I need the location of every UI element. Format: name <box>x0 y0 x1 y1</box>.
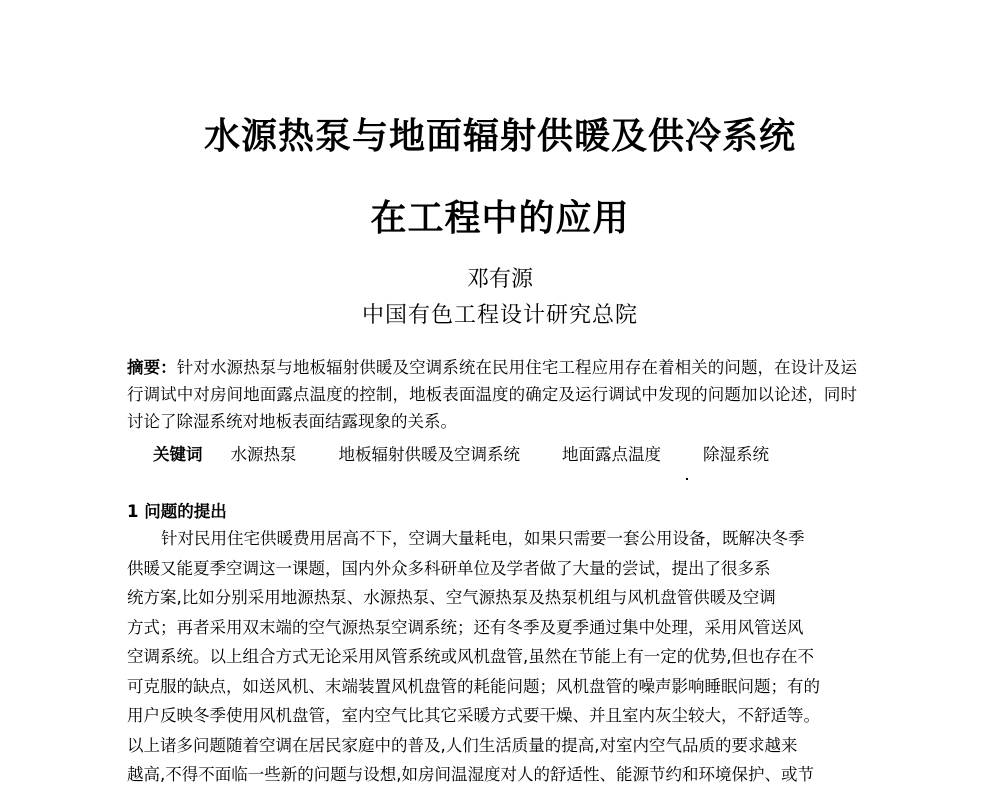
body-line: 方式；再者采用双末端的空气源热泵空调系统；还有冬季及夏季通过集中处理，采用风管送风 <box>127 617 804 637</box>
keyword-item: 地面露点温度 <box>562 445 661 464</box>
body-line: 以上诸多问题随着空调在居民家庭中的普及,人们生活质量的提高,对室内空气品质的要求越来 <box>127 735 798 755</box>
abstract-label: 摘要： <box>127 358 177 377</box>
stray-mark <box>686 478 688 480</box>
author-name: 邓有源 <box>466 267 533 292</box>
body-line: 用户反映冬季使用风机盘管，室内空气比其它采暖方式要干燥、并且室内灰尘较大，不舒适等。 <box>127 706 820 725</box>
keyword-item: 地板辐射供暖及空调系统 <box>338 445 520 464</box>
abstract-text: 针对水源热泵与地板辐射供暖及空调系统在民用住宅工程应用存在着相关的问题，在设计及运行调试中对房间地面露点温度的控制，地板表面温度的确定及运行调试中发现的问题加以论述，同时讨论了除湿系统对地板表面结露现象的关系。 <box>127 358 858 431</box>
body-line: 针对民用住宅供暖费用居高不下，空调大量耗电，如果只需要一套公用设备，既解决冬季 <box>161 529 805 548</box>
keywords-label: 关键词 <box>153 445 203 464</box>
keyword-item: 水源热泵 <box>230 445 297 464</box>
abstract <box>127 354 857 435</box>
section-heading: 1 问题的提出 <box>127 502 227 521</box>
body-line: 可克服的缺点，如送风机、末端装置风机盘管的耗能问题；风机盘管的噪声影响睡眠问题；有的 <box>127 676 820 696</box>
author-affiliation: 中国有色工程设计研究总院 <box>361 303 638 328</box>
body-line: 统方案,比如分别采用地源热泵、水源热泵、空气源热泵及热泵机组与风机盘管供暖及空调 <box>127 588 776 607</box>
title-line-2: 在工程中的应用 <box>370 198 630 239</box>
body-line: 越高,不得不面临一些新的问题与设想,如房间温湿度对人的舒适性、能源节约和环境保护、或节 <box>127 765 814 784</box>
body-line: 供暖又能夏季空调这一课题，国内外众多科研单位及学者做了大量的尝试，提出了很多系 <box>127 558 771 578</box>
keyword-item: 除湿系统 <box>703 445 769 464</box>
section-body <box>127 524 857 790</box>
title-line-1: 水源热泵与地面辐射供暖及供冷系统 <box>203 116 796 157</box>
keywords <box>153 441 811 465</box>
body-line: 空调系统。以上组合方式无论采用风管系统或风机盘管,虽然在节能上有一定的优势,但也存在不 <box>127 647 814 666</box>
